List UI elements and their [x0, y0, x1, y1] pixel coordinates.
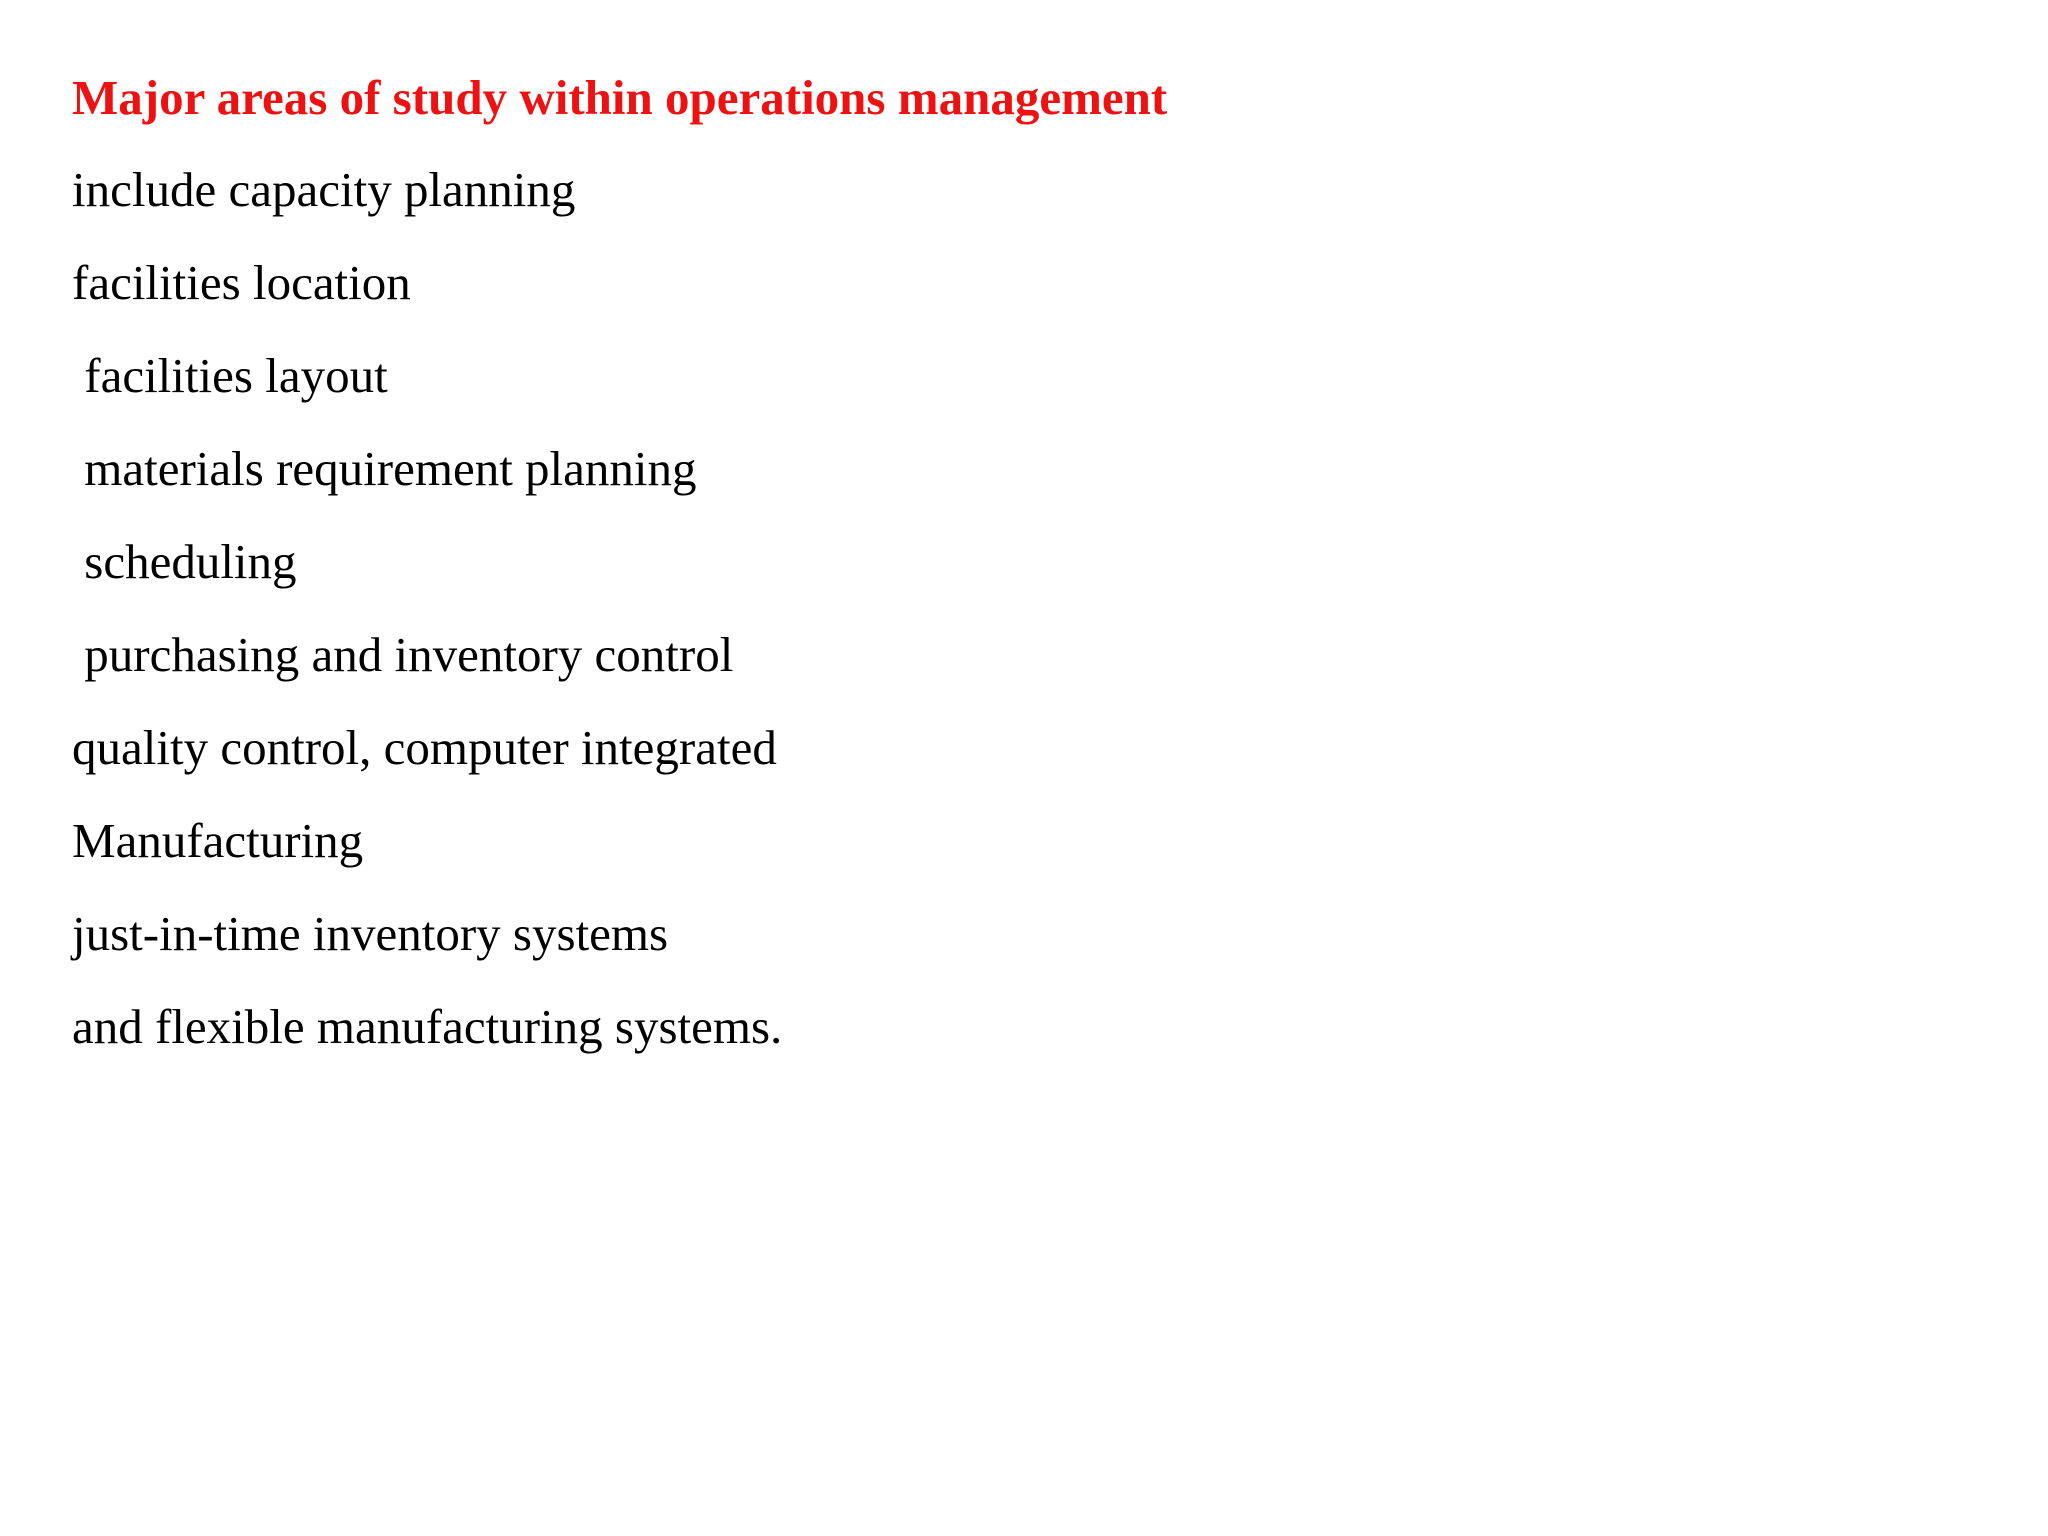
text-line: materials requirement planning [72, 441, 697, 496]
text-line: facilities location [72, 255, 411, 310]
text-line: purchasing and inventory control [72, 627, 734, 682]
text-lines [72, 160, 782, 1090]
text-line: scheduling [72, 534, 297, 589]
text-line: and flexible manufacturing systems. [72, 999, 783, 1054]
text-line: just-in-time inventory systems [72, 906, 669, 961]
text-line: quality control, computer integrated [72, 720, 777, 775]
text-line: facilities layout [72, 348, 388, 403]
text-line: Manufacturing [72, 813, 364, 868]
slide-title: Major areas of study within operations management [72, 70, 1168, 125]
text-line: include capacity planning [72, 162, 576, 217]
